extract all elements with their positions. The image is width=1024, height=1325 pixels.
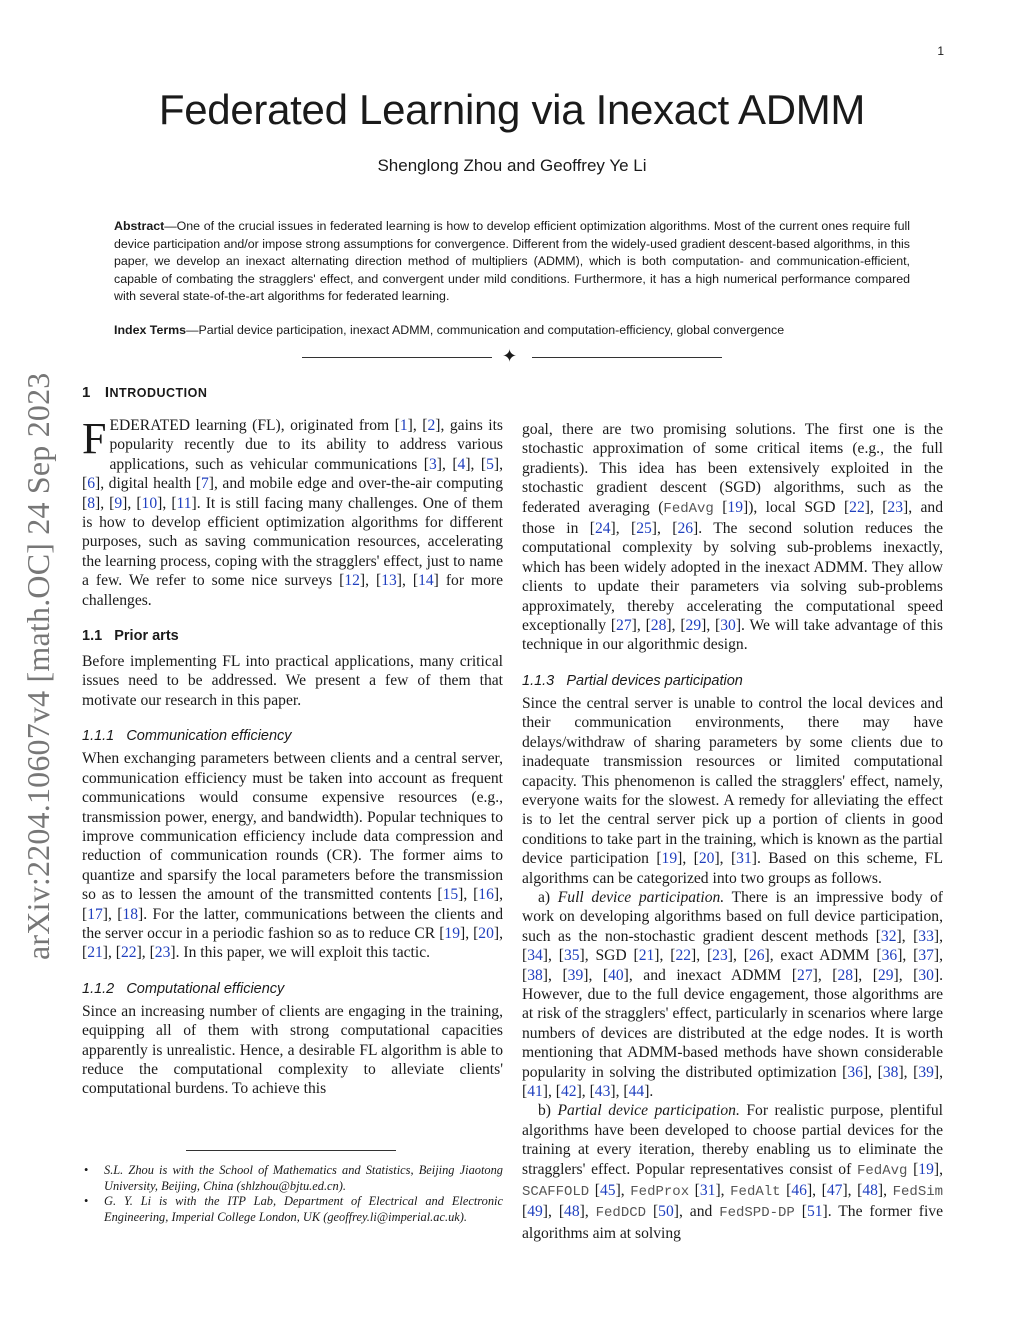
citation-link[interactable]: 13 <box>381 572 397 590</box>
citation-link[interactable]: 10 <box>141 494 158 512</box>
citation-link[interactable]: 1 <box>399 417 408 434</box>
paper-title: Federated Learning via Inexact ADMM <box>158 86 866 133</box>
citation-link[interactable]: 23 <box>712 947 728 965</box>
section-heading-introduction: 1 INTRODUCTION <box>82 384 208 401</box>
algorithm-name: FedAlt <box>730 1184 781 1201</box>
citation-link[interactable]: 39 <box>918 1063 934 1081</box>
section-separator <box>302 348 722 368</box>
index-terms <box>114 323 910 337</box>
citation-link[interactable]: 7 <box>200 475 209 493</box>
citation-link[interactable]: 38 <box>527 966 543 984</box>
drop-cap: F <box>82 414 107 463</box>
citation-link[interactable]: 37 <box>918 947 934 965</box>
abstract-label: Abstract <box>114 219 165 233</box>
computational-paragraph: Since an increasing number of clients are engaging in the training, equipping all of them with strong computational capacities apparently is unrealistic. Hence, a desirable FL algorithm is able to reduce the computational complexity to alleviate clients' computational burdens. To achieve this <box>82 1002 503 1098</box>
citation-link[interactable]: 2 <box>427 417 436 434</box>
citation-link[interactable]: 4 <box>457 455 466 473</box>
citation-link[interactable]: 38 <box>882 1063 899 1081</box>
citation-link[interactable]: 51 <box>806 1203 823 1221</box>
algorithm-name: FedDCD <box>595 1205 647 1222</box>
citation-link[interactable]: 8 <box>87 494 95 512</box>
communication-paragraph: When exchanging parameters between clients and a central server, communication efficiency must be taken into account as frequent communications would consume expensive resources (e.g., transmission power, energy, and bandwidth). Popular techniques to improve communication efficiency include data compression and reduction of communication rounds (CR). The former aims to quantize and sparsify the local parameters before the transmission so as to lessen the amount of the transmitted contents [15], [16], [17], [18]. For the latter, communications between the clients and the server occur in a periodic fashion so as to reduce CR [19], [20], [21], [22], [23]. In this paper, we will exploit this tactic. <box>82 750 503 962</box>
diamond-star-icon: ✦ <box>502 346 518 366</box>
citation-link[interactable]: 21 <box>87 944 103 962</box>
citation-link[interactable]: 22 <box>849 498 865 516</box>
citation-link[interactable]: 48 <box>564 1203 580 1221</box>
citation-link[interactable]: 41 <box>527 1083 543 1100</box>
algorithm-name: FedProx <box>630 1184 690 1201</box>
citation-link[interactable]: 19 <box>727 498 744 516</box>
authors: Shenglong Zhou and Geoffrey Ye Li <box>377 156 647 175</box>
citation-link[interactable]: 16 <box>478 886 494 904</box>
citation-link[interactable]: 40 <box>608 966 624 984</box>
citation-link[interactable]: 35 <box>563 947 580 965</box>
citation-link[interactable]: 30 <box>918 966 934 984</box>
abstract <box>114 218 910 306</box>
citation-link[interactable]: 23 <box>154 944 171 962</box>
citation-link[interactable]: 36 <box>881 947 898 965</box>
algorithm-name: FedSPD-DP <box>719 1205 795 1222</box>
citation-link[interactable]: 30 <box>720 617 736 635</box>
citation-link[interactable]: 42 <box>561 1083 577 1100</box>
citation-link[interactable]: 20 <box>698 850 715 868</box>
citation-link[interactable]: 47 <box>826 1182 843 1200</box>
citation-link[interactable]: 27 <box>616 617 632 635</box>
citation-link[interactable]: 28 <box>837 966 854 984</box>
citation-link[interactable]: 50 <box>658 1203 674 1221</box>
algorithm-name: FedAvg <box>663 500 714 517</box>
citation-link[interactable]: 26 <box>748 947 765 965</box>
citation-link[interactable]: 20 <box>478 924 494 942</box>
footnote-rule <box>186 1150 396 1151</box>
citation-link[interactable]: 28 <box>650 617 667 635</box>
prior-arts-paragraph: Before implementing FL into practical applications, many critical issues need to be addressed. We present a few of them that motivate our research in this paper. <box>82 653 503 709</box>
citation-link[interactable]: 34 <box>527 947 543 965</box>
algorithm-name: FedAvg <box>856 1162 908 1179</box>
partial-participation-paragraph: Since the central server is unable to control the local devices and their communication environments, there may have delays/withdraw of sharing parameters by some clients due to inadequate transmission resources or limited computational capacity. This phenomenon is called the stragglers' effect, namely, everyone waits for the slowest. A remedy for alleviating the effect is to let the central server pick up a portion of clients in good conditions to take part in the training, which is known as the partial device participation [19], [20], [31]. Based on this scheme, FL algorithms can be categorized into two groups as follows. <box>522 694 944 887</box>
citation-link[interactable]: 49 <box>527 1203 543 1221</box>
citation-link[interactable]: 26 <box>677 520 694 538</box>
citation-link[interactable]: 21 <box>638 947 655 965</box>
citation-link[interactable]: 25 <box>636 520 652 538</box>
citation-link[interactable]: 5 <box>486 455 494 473</box>
page-number: 1 <box>937 44 944 58</box>
citation-link[interactable]: 11 <box>176 494 192 512</box>
citation-link[interactable]: 29 <box>877 966 894 984</box>
citation-link[interactable]: 3 <box>428 455 437 473</box>
right-column <box>522 420 943 1243</box>
citation-link[interactable]: 43 <box>594 1083 611 1100</box>
citation-link[interactable]: 32 <box>880 927 897 945</box>
citation-link[interactable]: 6 <box>87 475 95 493</box>
citation-link[interactable]: 22 <box>121 944 137 962</box>
intro-paragraph: FEDERATED learning (FL), originated from [1], [2], gains its popularity recently due to its ability to address various applications, such as vehicular communications [3], [4], [5], [6], digital health [7], and mobile edge and over-the-air computing [8], [9], [10], [11]. It is still facing many challenges. One of them is how to develop efficient optimization algorithms for different purposes, such as saving communication resources, accelerating the learning process, coping with the stragglers' effect, just to name a few. We refer to some nice surveys [12], [13], [14] for more challenges. <box>82 414 504 609</box>
subsubsection-heading-computational: 1.1.2 Computational efficiency <box>82 980 285 997</box>
citation-link[interactable]: 31 <box>699 1182 716 1200</box>
citation-link[interactable]: 14 <box>418 572 434 590</box>
citation-link[interactable]: 31 <box>736 850 752 868</box>
citation-link[interactable]: 44 <box>628 1083 645 1100</box>
footnote-zhou: • S.L. Zhou is with the School of Mathematics and Statistics, Beijing Jiaotong University, Beijing, China (shlzhou@bjtu.ed.cn). <box>82 1163 503 1194</box>
left-column <box>82 384 503 1099</box>
citation-link[interactable]: 19 <box>918 1160 934 1178</box>
citation-link[interactable]: 45 <box>600 1182 616 1200</box>
citation-link[interactable]: 12 <box>344 572 360 590</box>
citation-link[interactable]: 29 <box>685 617 702 635</box>
index-terms-label: Index Terms <box>114 323 187 337</box>
algorithm-name: SCAFFOLD <box>522 1184 590 1201</box>
citation-link[interactable]: 39 <box>567 966 584 984</box>
subsection-heading-prior-arts: 1.1 Prior arts <box>82 628 179 645</box>
abstract-text: —One of the crucial issues in federated learning is how to develop efficient optimization algorithms. Most of the current ones require full device participation and/or impose strong assumptions for convergence. Different from the widely-used gradient descent-based algorithms, in this paper, we develop an inexact alternating direction method of multipliers (ADMM), which is both computation- and communication-efficient, capable of combating the stragglers' effect, and convergent under mild conditions. Furthermore, it has a high numerical performance compared with several state-of-the-art algorithms for federated learning. <box>114 219 910 304</box>
item-partial-device: b) Partial device participation. For realistic purpose, plentiful algorithms have been developed to choose partial devices for the training at every iteration, thereby enabling us to eliminate the stragglers' effect. Popular representatives consist of FedAvg [19], SCAFFOLD [45], FedProx [31], FedAlt [46], [47], [48], FedSim [49], [48], FedDCD [50], and FedSPD-DP [51]. The former five algorithms aim at solving <box>522 1102 944 1242</box>
algorithm-name: FedSim <box>892 1184 944 1201</box>
footnote-li: • G. Y. Li is with the ITP Lab, Department of Electrical and Electronic Engineering, Imperial College London, UK (geoffrey.li@imperial.ac.uk). <box>82 1194 503 1225</box>
computational-paragraph-continued: goal, there are two promising solutions. The first one is the stochastic approximation of some critical items (e.g., the full gradients). This idea has been extensively exploited in the stochastic gradient descent (SGD) algorithms, such as the federated averaging (FedAvg [19]), local SGD [22], [23], and those in [24], [25], [26]. The second solution reduces the computational complexity by solving sub-problems inexactly, which has been widely adopted in the inexact ADMM. They allow clients to update their parameters via solving sub-problems approximately, thereby accelerating the computational speed exceptionally [27], [28], [29], [30]. We will take advantage of this technique in our algorithmic design. <box>522 421 944 654</box>
citation-link[interactable]: 24 <box>594 520 611 538</box>
citation-link[interactable]: 36 <box>847 1063 863 1081</box>
arxiv-identifier: arXiv:2204.10607v4 [math.OC] 24 Sep 2023 <box>20 372 56 960</box>
citation-link[interactable]: 48 <box>862 1182 878 1200</box>
subsubsection-heading-communication: 1.1.1 Communication efficiency <box>82 728 292 745</box>
citation-link[interactable]: 19 <box>661 850 678 868</box>
citation-link[interactable]: 15 <box>442 886 459 904</box>
footnotes <box>82 1163 503 1225</box>
citation-link[interactable]: 46 <box>791 1182 807 1200</box>
citation-link[interactable]: 23 <box>887 498 904 516</box>
citation-link[interactable]: 17 <box>87 905 103 923</box>
citation-link[interactable]: 18 <box>122 905 139 923</box>
item-full-device: a) Full device participation. There is an impressive body of work on developing algorithms based on full device participation, such as the non-stochastic gradient descent methods [32], [33], [34], [35], SGD [21], [22], [23], [26], exact ADMM [36], [37], [38], [39], [40], and inexact ADMM [27], [28], [29], [30]. However, due to the full device engagement, those algorithms are at risk of the stragglers' effect, particularly in scenarios where large numbers of devices are distributed at the edge nodes. It is worth mentioning that ADMM-based methods have shown considerable popularity in solving the distributed optimization [36], [38], [39], [41], [42], [43], [44]. <box>522 888 944 1100</box>
citation-link[interactable]: 27 <box>797 966 813 984</box>
citation-link[interactable]: 9 <box>114 494 123 512</box>
index-terms-text: —Partial device participation, inexact ADMM, communication and computation-efficiency, global convergence <box>186 323 785 337</box>
citation-link[interactable]: 33 <box>918 927 934 945</box>
citation-link[interactable]: 19 <box>444 924 460 942</box>
subsubsection-heading-partial: 1.1.3 Partial devices participation <box>522 672 743 689</box>
citation-link[interactable]: 22 <box>675 947 692 965</box>
